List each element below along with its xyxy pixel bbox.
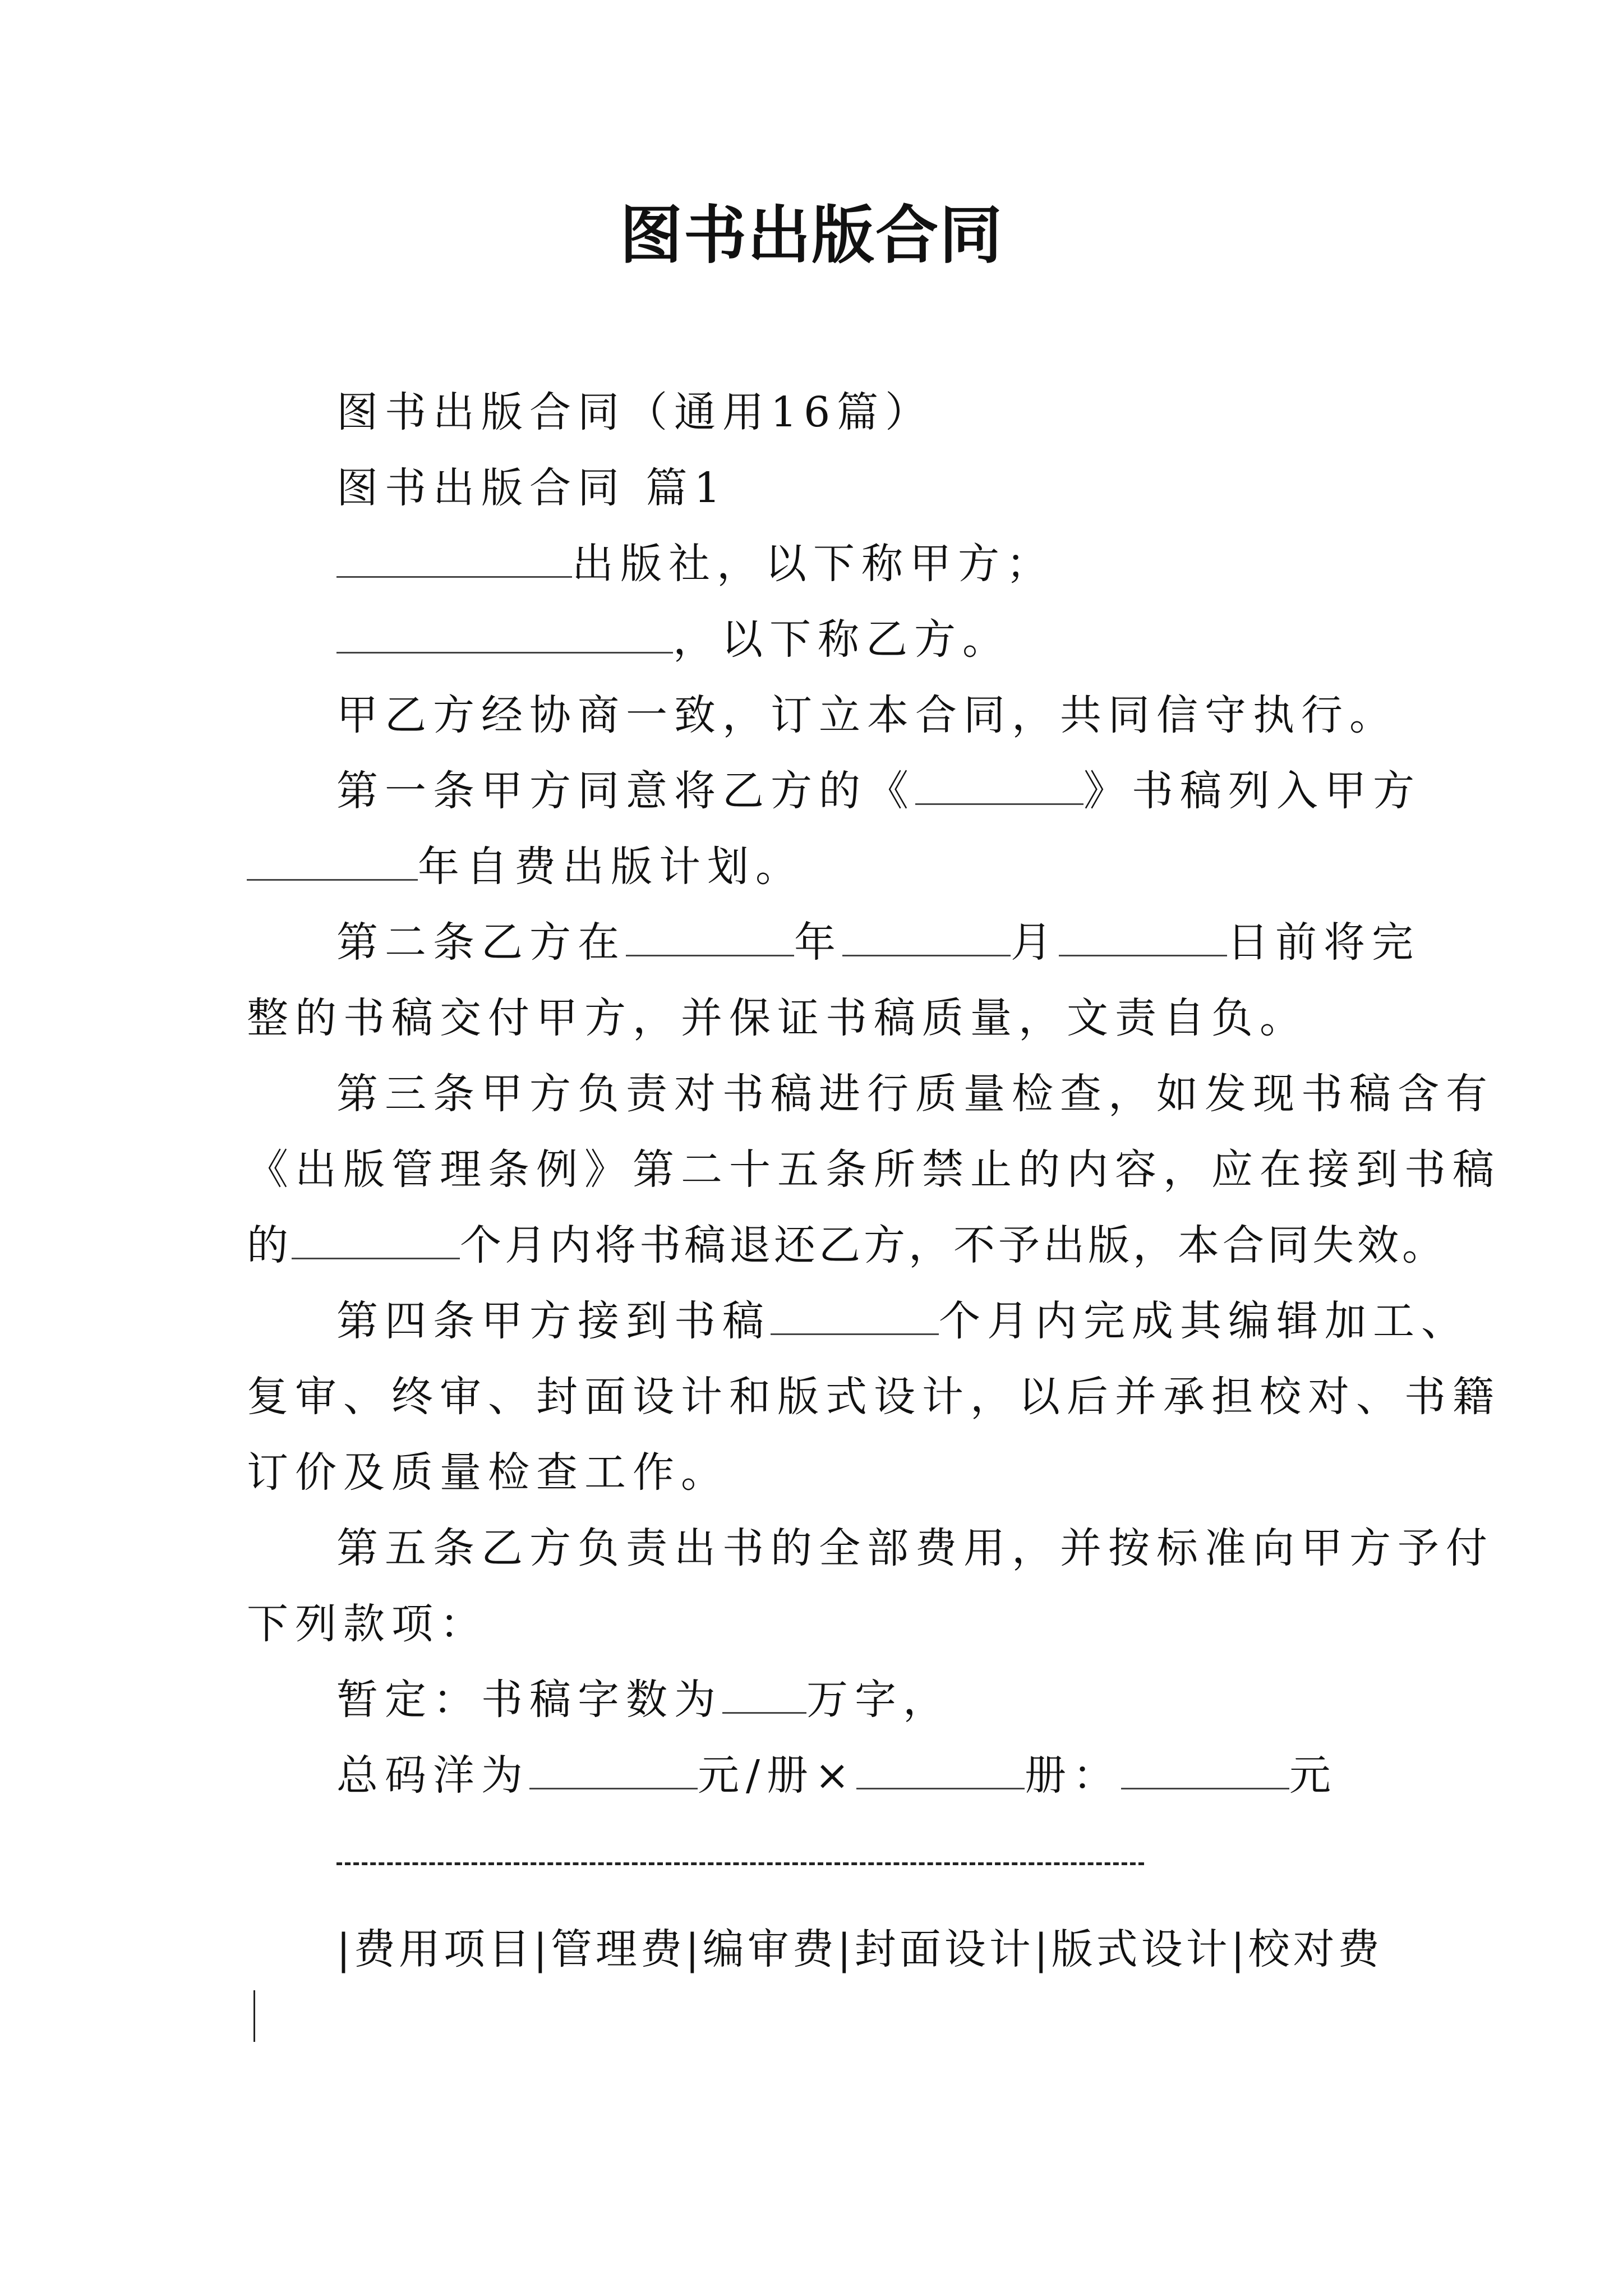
text-fragment: 第一条甲方同意将乙方的《: [336, 767, 915, 815]
article-1-cont: [247, 836, 804, 898]
blank-field: [856, 1781, 1025, 1789]
dashed-divider: [336, 1862, 1144, 1865]
text-fragment: 》书稿列入甲方: [1083, 767, 1421, 815]
text-fragment: 年: [794, 918, 842, 967]
blank-field: [626, 948, 794, 956]
text-fragment: 万字，: [806, 1676, 951, 1724]
blank-field: [842, 948, 1011, 956]
party-a-text: 出版社，以下称甲方；: [572, 540, 1054, 588]
article-3-line: 第三条甲方负责对书稿进行质量检查，如发现书稿含有: [336, 1070, 1494, 1118]
text-fragment: 第二条乙方在: [336, 918, 626, 967]
word-count-line: [336, 1669, 951, 1731]
text-fragment: 暂定：书稿字数为: [336, 1676, 722, 1724]
party-b-text: ，以下称乙方。: [673, 615, 1011, 664]
text-fragment: 年自费出版计划。: [418, 843, 804, 891]
blank-field: [247, 872, 418, 881]
article-5-line: 第五条乙方负责出书的全部费用，并按标准向甲方予付: [336, 1524, 1494, 1572]
text-fragment: 元: [1289, 1751, 1338, 1800]
blank-field: [529, 1781, 698, 1789]
article-2-cont: 整的书稿交付甲方，并保证书稿质量，文责自负。: [247, 994, 1308, 1042]
blank-field: [771, 1327, 939, 1335]
text-fragment: 个月内将书稿退还乙方，不予出版，本合同失效。: [460, 1221, 1447, 1269]
subtitle-line: 图书出版合同（通用16篇）: [336, 388, 934, 436]
article-3-cont: 《出版管理条例》第二十五条所禁止的内容，应在接到书稿: [247, 1145, 1501, 1194]
text-fragment: 个月内完成其编辑加工、: [939, 1297, 1469, 1345]
party-a-line: [336, 533, 1054, 595]
text-fragment: 的: [247, 1221, 292, 1269]
blank-field: [292, 1251, 460, 1259]
text-fragment: 册：: [1024, 1751, 1121, 1800]
article-1-line: [336, 760, 1421, 822]
text-fragment: 元/册×: [698, 1751, 856, 1800]
blank-field: [722, 1705, 806, 1714]
table-border-bar: [253, 1990, 255, 2042]
article-4-cont: 订价及质量检查工作。: [247, 1448, 729, 1497]
article-5-cont: 下列款项：: [247, 1600, 488, 1648]
text-fragment: 日前将完: [1227, 918, 1420, 967]
fee-table-header: |费用项目|管理费|编审费|封面设计|版式设计|校对费: [336, 1925, 1383, 1973]
article-3-cont: [247, 1214, 1447, 1276]
text-fragment: 月: [1011, 918, 1059, 967]
blank-field: [1059, 948, 1227, 956]
blank-field: [336, 645, 673, 654]
party-b-line: [336, 609, 1011, 670]
article-2-line: [336, 912, 1420, 973]
blank-field: [336, 569, 572, 578]
text-fragment: 第四条甲方接到书稿: [336, 1297, 771, 1345]
article-4-cont: 复审、终审、封面设计和版式设计，以后并承担校对、书籍: [247, 1373, 1501, 1421]
text-fragment: 总码洋为: [336, 1751, 529, 1800]
document-title: 图书出版合同: [620, 199, 1003, 272]
article-4-line: [336, 1290, 1469, 1352]
blank-field: [915, 797, 1083, 805]
paragraph-line: 甲乙方经协商一致，订立本合同，共同信守执行。: [336, 691, 1398, 739]
blank-field: [1121, 1781, 1289, 1789]
price-line: [336, 1745, 1338, 1806]
section-heading: 图书出版合同 篇1: [336, 464, 727, 512]
